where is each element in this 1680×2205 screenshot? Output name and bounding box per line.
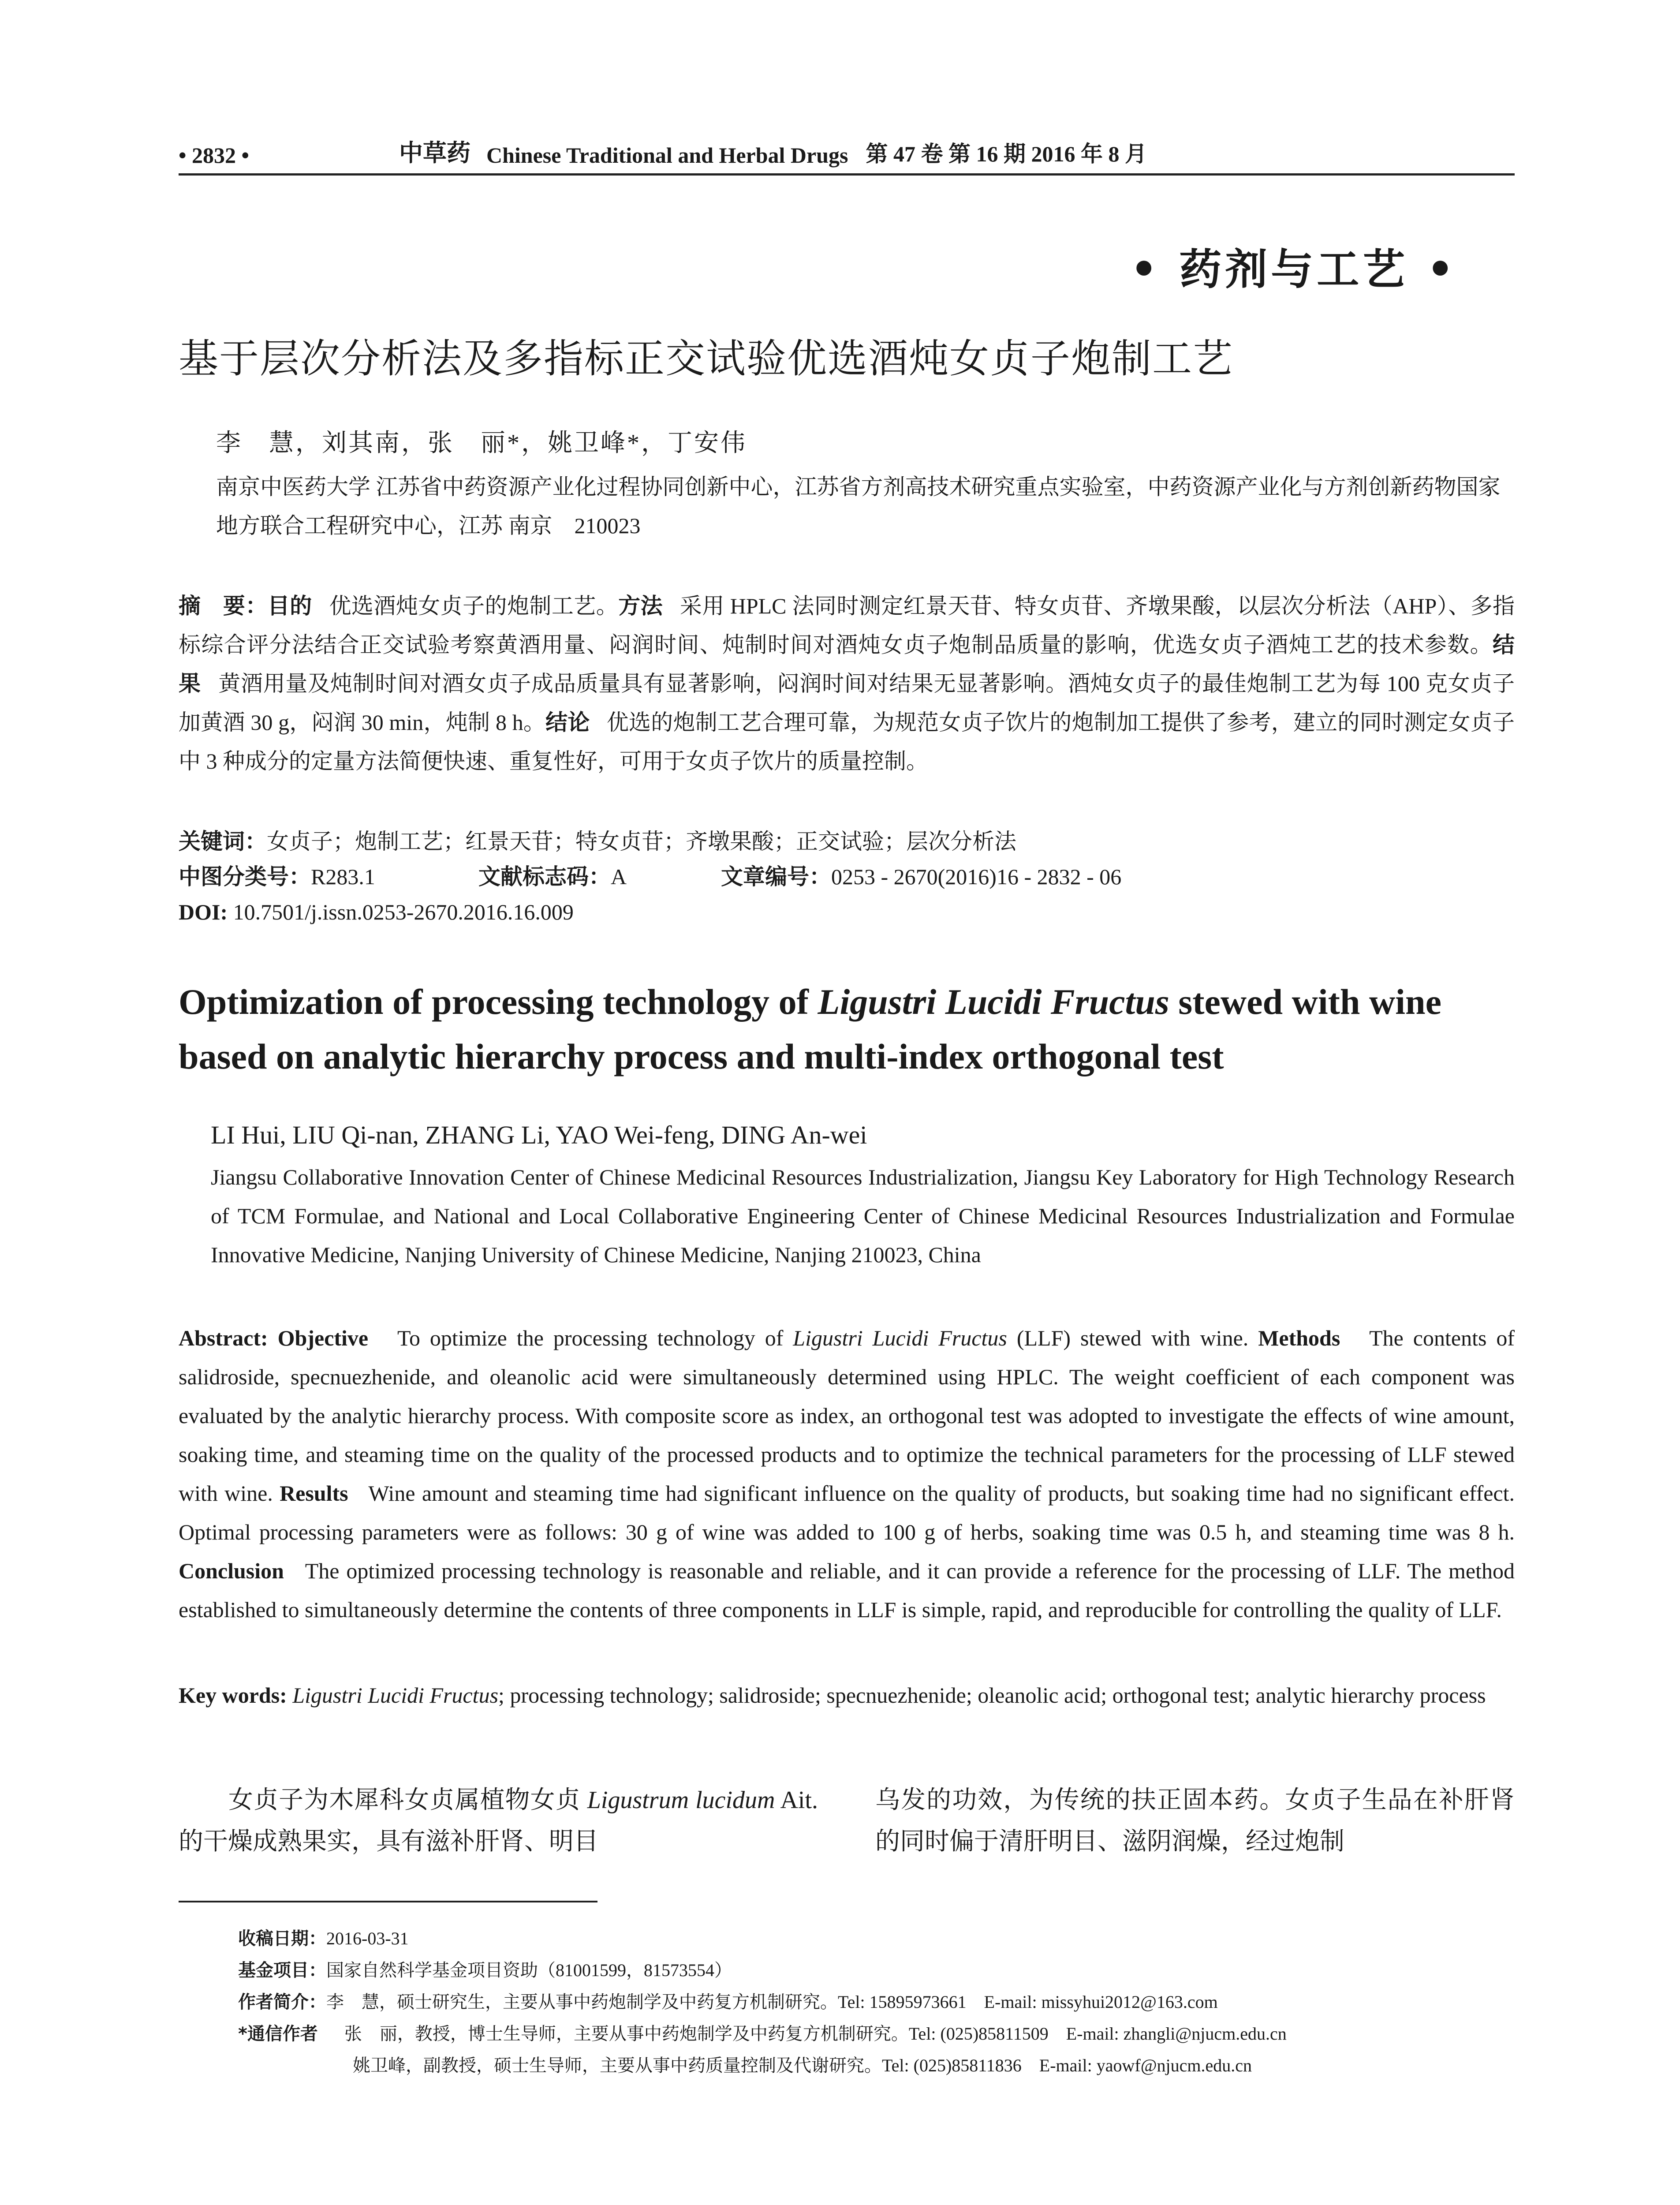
classification-line xyxy=(179,859,1515,894)
footnote-received xyxy=(238,1923,1515,1955)
doc-code-value: A xyxy=(611,864,627,889)
affiliation-cn: 南京中医药大学 江苏省中药资源产业化过程协同创新中心，江苏省方剂高技术研究重点实验室，中药资源产业化与方剂创新药物国家地方联合工程研究中心，江苏 南京 210023 xyxy=(216,475,1501,538)
author-bio-label: 作者简介： xyxy=(238,1992,326,2012)
doi-label: DOI: xyxy=(179,900,228,924)
footnote-author xyxy=(238,1986,1515,2018)
issue-info: 第 47 卷 第 16 期 2016 年 8 月 xyxy=(866,142,1147,166)
methods-label-en: Methods xyxy=(1258,1326,1340,1350)
keywords-cn-text: 女贞子；炮制工艺；红景天苷；特女贞苷；齐墩果酸；正交试验；层次分析法 xyxy=(267,829,1016,854)
footnote-fund xyxy=(238,1955,1515,1986)
fund-text: 国家自然科学基金项目资助（81001599，81573554） xyxy=(326,1960,732,1980)
keywords-en-italic: Ligustri Lucidi Fructus xyxy=(292,1683,499,1708)
footnote-corresponding-2 xyxy=(238,2050,1515,2082)
title-en xyxy=(179,975,1515,1084)
abstract-en xyxy=(179,1319,1515,1629)
results-cn: 黄酒用量及炖制时间对酒女贞子成品质量具有显著影响，闷润时间对结果无显著影响。酒炖女贞子的最佳炮制工艺为每 100 克女贞子加黄酒 30 g，闷润 30 min，炖制 8 h。 xyxy=(179,671,1515,735)
authors-cn: 李 慧，刘其南，张 丽*，姚卫峰*，丁安伟 xyxy=(216,430,747,457)
author-bio-text: 李 慧，硕士研究生，主要从事中药炮制学及中药复方机制研究。Tel: 15895973661 E-mail: missyhui2012@163.com xyxy=(326,1992,1218,2012)
received-date: 2016-03-31 xyxy=(326,1928,409,1948)
affiliation-en: Jiangsu Collaborative Innovation Center of Chinese Medicinal Resources Industrialization, Jiangsu Key Laboratory for High Technology Research of TCM Formulae, and National and Local Collaborative Engineering Center of Chinese Medicinal Resources Industrialization and Formulae Innovative Medicine, Nanjing University of Chinese Medicine, Nanjing 210023, China xyxy=(211,1165,1515,1267)
conclusion-label-cn: 结论 xyxy=(545,710,590,735)
title-en-italic: Ligustri Lucidi Fructus xyxy=(818,982,1169,1022)
corresponding-label: *通信作者 xyxy=(238,2024,318,2044)
abstract-cn xyxy=(179,587,1515,781)
objective-label-cn: 目的 xyxy=(267,593,312,619)
section-tag: • 药剂与工艺 • xyxy=(1130,244,1457,294)
received-label: 收稿日期： xyxy=(238,1928,326,1949)
title-cn: 基于层次分析法及多指标正交试验优选酒炖女贞子炮制工艺 xyxy=(179,336,1233,382)
journal-name-en: Chinese Traditional and Herbal Drugs xyxy=(486,143,848,168)
clc-label: 中图分类号： xyxy=(179,864,311,889)
conclusion-en: The optimized processing technology is reasonable and reliable, and it can provide a reference for the processing of LLF. The method established to simultaneously determine the contents of three components in LLF is simple, rapid, and reproducible for controlling the quality of LLF. xyxy=(179,1558,1515,1622)
corresponding-author-1: 张 丽，教授，博士生导师，主要从事中药炮制学及中药复方机制研究。Tel: (025)85811509 E-mail: zhangli@njucm.edu.cn xyxy=(344,2024,1287,2044)
page-number: • 2832 • xyxy=(179,143,250,168)
doi-line xyxy=(179,894,1515,930)
running-header xyxy=(179,140,1515,176)
footnote-divider xyxy=(179,1901,597,1902)
objective-en-post: (LLF) stewed with wine. xyxy=(1007,1326,1249,1350)
article-no-label: 文章编号： xyxy=(721,864,831,889)
keywords-cn-label: 关键词： xyxy=(179,829,267,854)
objective-en-italic: Ligustri Lucidi Fructus xyxy=(793,1326,1007,1350)
body-column-right: 乌发的功效，为传统的扶正固本药。女贞子生品在补肝肾的同时偏于清肝明目、滋阴润燥，经过炮制 xyxy=(875,1786,1515,1855)
body-left-post: Ait. 的干燥成熟果实，具有滋补肝肾、明目 xyxy=(179,1786,818,1855)
species-name-italic: Ligustrum lucidum xyxy=(587,1786,775,1814)
objective-cn: 优选酒炖女贞子的炮制工艺。 xyxy=(329,594,619,618)
keywords-en-label: Key words: xyxy=(179,1683,287,1708)
clc-value: R283.1 xyxy=(311,864,375,889)
journal-name-cn: 中草药 xyxy=(399,140,470,166)
body-left-pre: 女贞子为木犀科女贞属植物女贞 xyxy=(228,1786,587,1814)
results-en: Wine amount and steaming time had significant influence on the quality of products, but soaking time had no significant effect. Optimal processing parameters were as follows: 30 g of wine was added to 100 g of herbs, soaking time was 0.5 h, and steaming time was 8 h. xyxy=(179,1481,1515,1544)
doc-code-label: 文献标志码： xyxy=(478,864,611,889)
body-column-left xyxy=(179,1779,818,1862)
footnotes xyxy=(238,1923,1515,2082)
results-label-cn: 结果 xyxy=(179,632,1515,696)
authors-en: LI Hui, LIU Qi-nan, ZHANG Li, YAO Wei-feng, DING An-wei xyxy=(211,1121,867,1149)
doi-value: 10.7501/j.issn.0253-2670.2016.16.009 xyxy=(233,900,574,924)
methods-label-cn: 方法 xyxy=(618,593,663,619)
methods-en: The contents of salidroside, specnuezhenide, and oleanolic acid were simultaneously determined using HPLC. The weight coefficient of each component was evaluated by the analytic hierarchy process. With composite score as index, an orthogonal test was adopted to investigate the effects of wine amount, soaking time, and steaming time on the quality of the processed products and to optimize the technical parameters for the processing of LLF stewed with wine. xyxy=(179,1326,1515,1506)
objective-en-pre: To optimize the processing technology of xyxy=(397,1326,793,1350)
conclusion-label-en: Conclusion xyxy=(179,1558,284,1583)
keywords-en xyxy=(179,1676,1515,1715)
conclusion-cn: 优选的炮制工艺合理可靠，为规范女贞子饮片的炮制加工提供了参考，建立的同时测定女贞子中 3 种成分的定量方法简便快速、重复性好，可用于女贞子饮片的质量控制。 xyxy=(179,710,1515,774)
keywords-cn xyxy=(179,824,1515,859)
objective-label-en: Objective xyxy=(277,1326,369,1350)
corresponding-author-2: 姚卫峰，副教授，硕士生导师，主要从事中药质量控制及代谢研究。Tel: (025)85811836 E-mail: yaowf@njucm.edu.cn xyxy=(353,2056,1252,2075)
title-en-part1: Optimization of processing technology of xyxy=(179,982,818,1022)
methods-cn: 采用 HPLC 法同时测定红景天苷、特女贞苷、齐墩果酸，以层次分析法（AHP）、多指标综合评分法结合正交试验考察黄酒用量、闷润时间、炖制时间对酒炖女贞子炮制品质量的影响，优选女贞子酒炖工艺的技术参数。 xyxy=(179,594,1515,657)
footnote-corresponding xyxy=(238,2018,1515,2050)
results-label-en: Results xyxy=(280,1481,348,1506)
article-no-value: 0253 - 2670(2016)16 - 2832 - 06 xyxy=(831,864,1122,889)
keywords-en-text: ; processing technology; salidroside; specnuezhenide; oleanolic acid; orthogonal test; analytic hierarchy process xyxy=(498,1683,1486,1708)
title-en-part2: stewed with wine based on analytic hierarchy process and multi-index orthogonal test xyxy=(179,982,1442,1076)
abstract-cn-label: 摘 要： xyxy=(179,593,268,619)
fund-label: 基金项目： xyxy=(238,1960,326,1981)
abstract-en-label: Abstract: xyxy=(179,1326,268,1350)
